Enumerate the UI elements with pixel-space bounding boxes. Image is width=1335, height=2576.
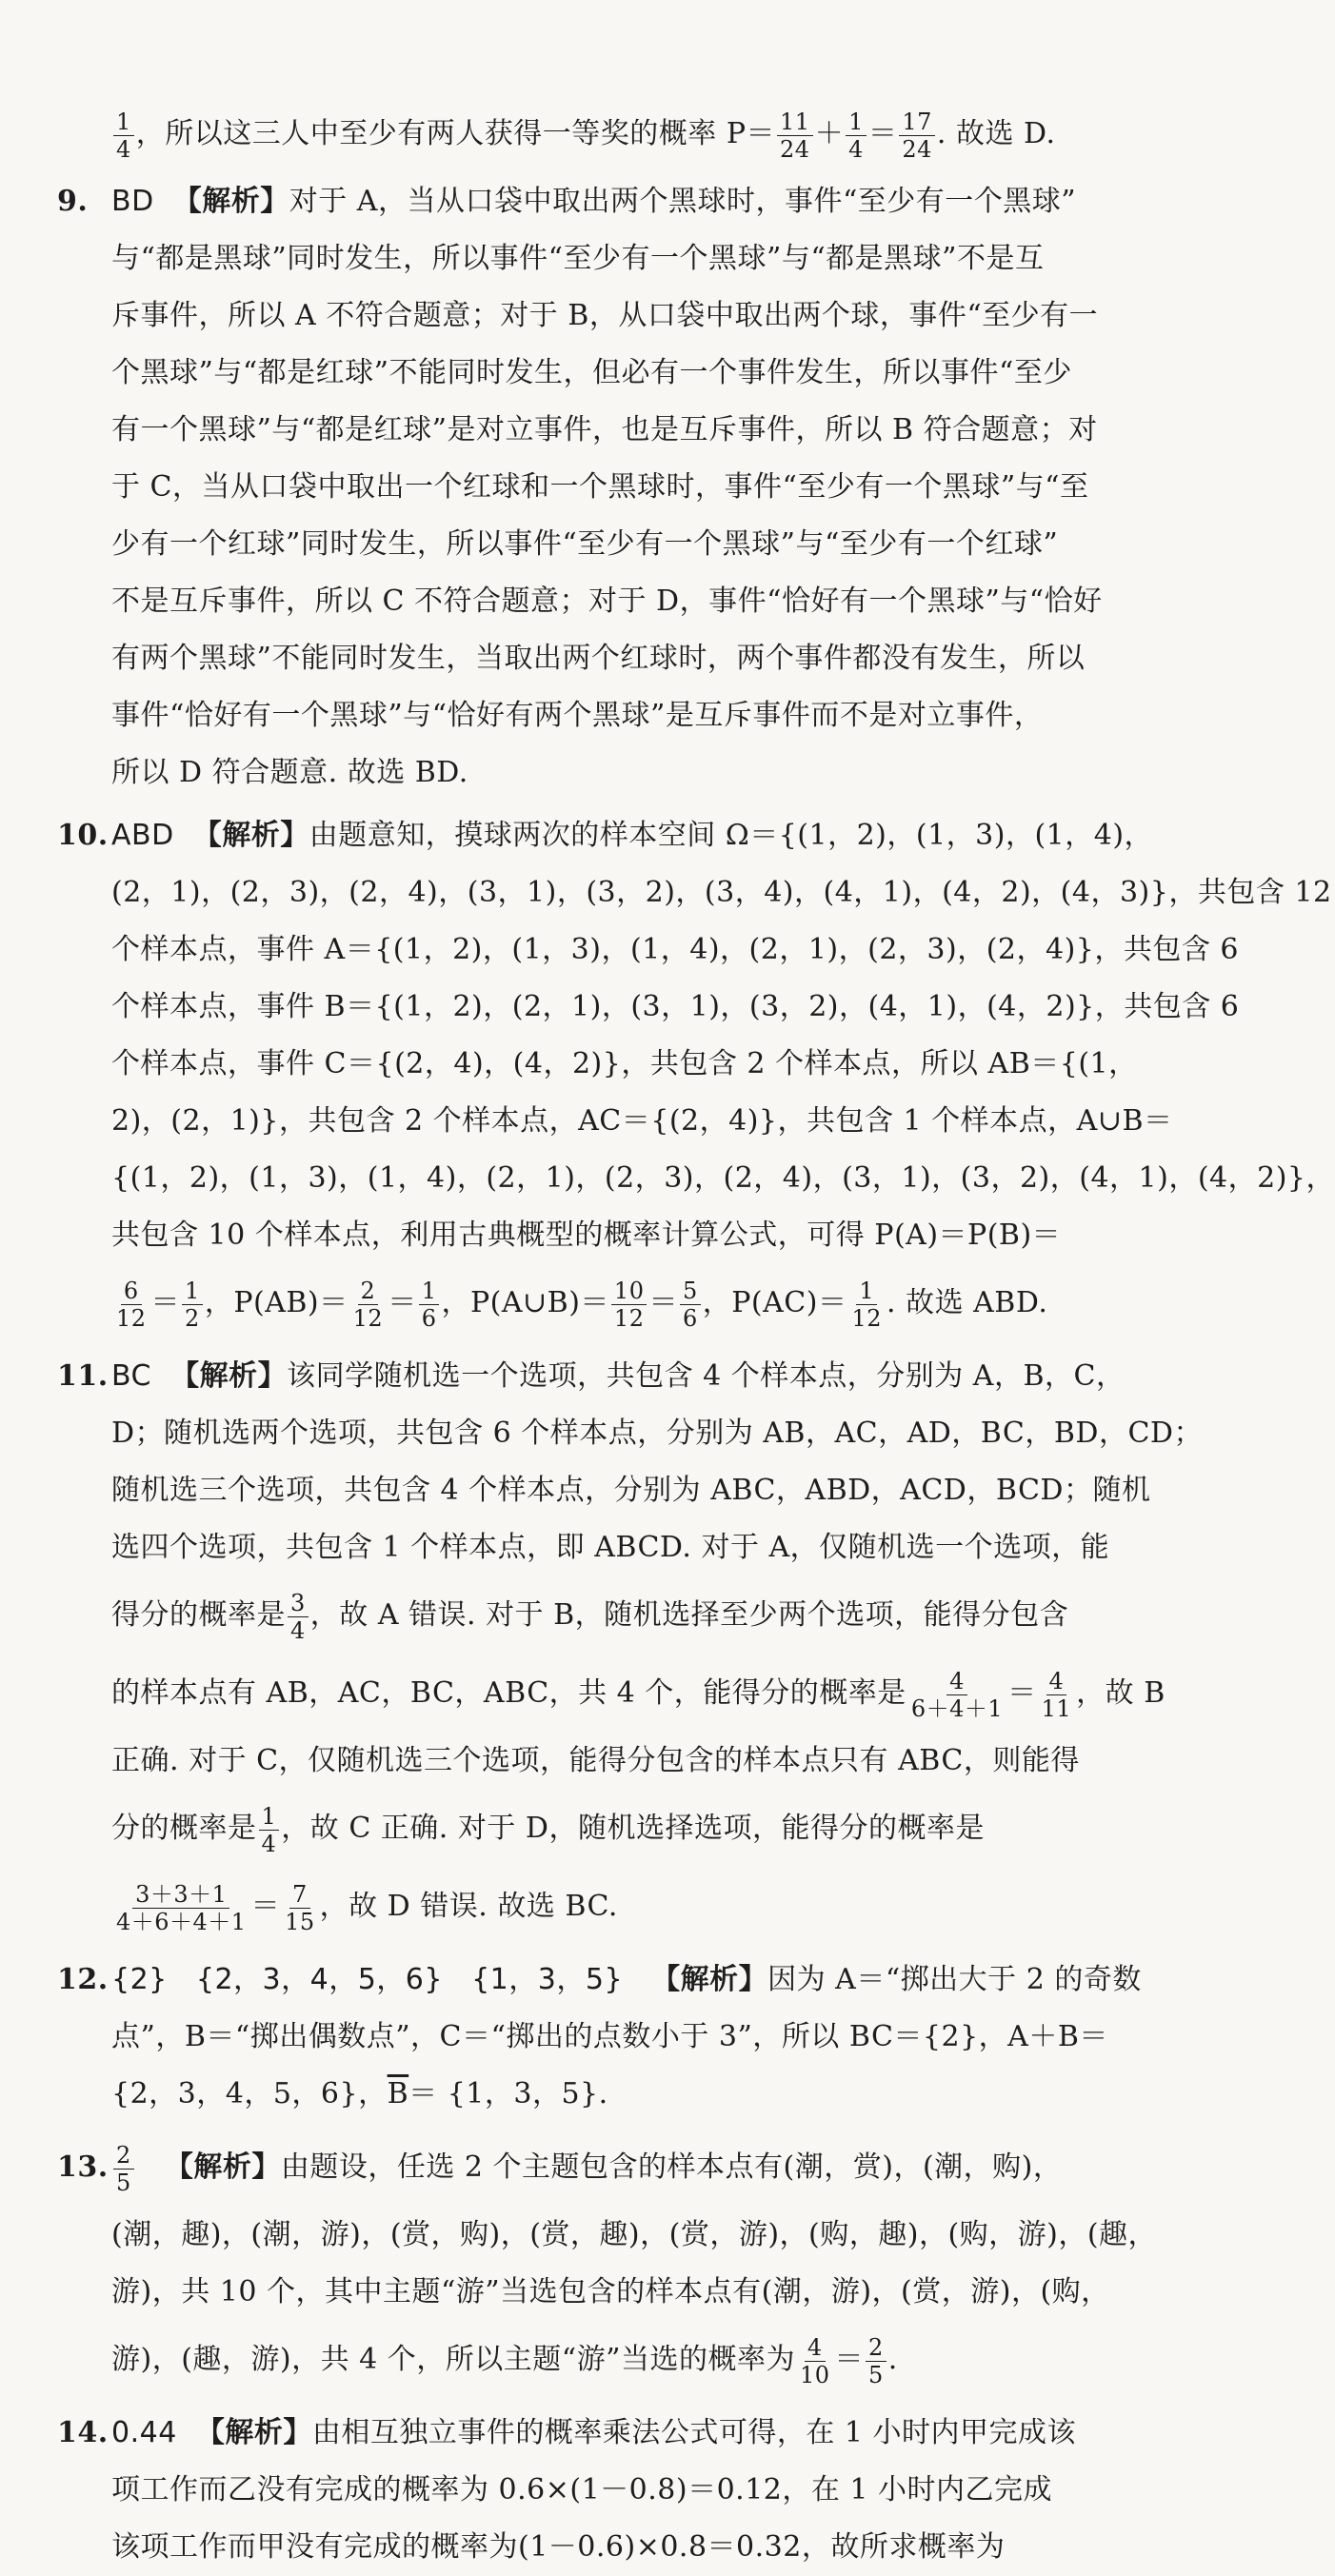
fraction: $\frac{10}{12}$ (611, 1278, 648, 1332)
text-line: (2，1)，(2，3)，(2，4)，(3，1)，(3，2)，(3，4)，(4，1)，(4，2)，(4，3)}，共包含 12 (111, 876, 1332, 909)
answer: 0.44 (111, 2416, 177, 2449)
fraction: $\frac{6}{12}$ (116, 1277, 147, 1332)
answer-fraction: $\frac{2}{5}$ (113, 2142, 134, 2196)
text-line: 项工作而乙没有完成的概率为 0.6×(1－0.8)＝0.12，在 1 小时内乙完成 (111, 2473, 1053, 2507)
answer: {2} (111, 1963, 168, 1996)
fraction: $\frac{11}{24}$ (777, 109, 813, 163)
text-line: {(1，2)，(1，3)，(1，4)，(2，1)，(2，3)，(2，4)，(3，1)，(3，2)，(4，1)，(4，2)}， (111, 1161, 1335, 1195)
formula-line: 得分的概率是 $\frac{3}{4}$ ，故 A 错误. 对于 B，随机选择至少两个选项，能得分包含 (111, 1589, 1069, 1644)
analysis-label: 【解析】 (651, 1963, 768, 1996)
formula-line: 的样本点有 AB，AC，BC，ABC，共 4 个，能得分的概率是 $\frac{4}{6+4+1}$ ＝ $\frac{4}{11}$ ，故 B (111, 1667, 1166, 1722)
formula-line: 游)，(趣，游)，共 4 个，所以主题“游”当选的概率为 $\frac{4}{10}$ ＝ $\frac{2}{5}$ . (111, 2333, 898, 2388)
text-line: 于 C，当从口袋中取出一个红球和一个黑球时，事件“至少有一个黑球”与“至 (111, 470, 1089, 504)
text-line: (潮，趣)，(潮，游)，(赏，购)，(赏，趣)，(赏，游)，(购，趣)，(购，游)，(趣， (111, 2218, 1158, 2251)
fraction: $\frac{1}{2}$ (182, 1278, 203, 1332)
text-line: 共包含 10 个样本点，利用古典概型的概率计算公式，可得 P(A)＝P(B)＝ (111, 1219, 1062, 1252)
answer: BC (111, 1359, 152, 1393)
fraction: $\frac{1}{4}$ (846, 109, 867, 163)
text-line: 2)，(2，1)}，共包含 2 个样本点，AC＝{(2，4)}，共包含 1 个样本点，A∪B＝ (111, 1104, 1173, 1138)
problem-number: 12. (57, 1963, 109, 1996)
fraction: $\frac{17}{24}$ (899, 109, 935, 163)
text-line: 点”，B＝“掷出偶数点”，C＝“掷出的点数小于 3”，所以 BC＝{2}，A＋B＝ (111, 2020, 1108, 2053)
text-line: 所以 D 符合题意. 故选 BD. (111, 756, 468, 789)
problem-number: 14. (57, 2416, 109, 2449)
fraction: $\frac{1}{4}$ (259, 1803, 280, 1857)
text-line: 个样本点，事件 A＝{(1，2)，(1，3)，(1，4)，(2，1)，(2，3)，(2，4)}，共包含 6 (111, 933, 1239, 966)
problem-8-continuation: $\frac{1}{4}$ ，所以这三人中至少有两人获得一等奖的概率 P＝ $\frac{11}{24}$ ＋ $\frac{1}{4}$ ＝ $\frac{17}{24}$ . 故选 D. (57, 95, 997, 173)
analysis-label: 【解析】 (170, 1359, 288, 1393)
fraction: $\frac{5}{6}$ (680, 1278, 701, 1332)
answer: ABD (111, 819, 174, 852)
fraction: $\frac{1}{12}$ (851, 1277, 883, 1332)
analysis-label: 【解析】 (192, 819, 309, 852)
text-line: 与“都是黑球”同时发生，所以事件“至少有一个黑球”与“都是黑球”不是互 (111, 242, 1045, 275)
fraction: $\frac{2}{5}$ (866, 2334, 887, 2388)
formula-line: $\frac{3+3+1}{4+6+4+1}$ ＝ $\frac{7}{15}$ ，故 D 错误. 故选 BC. (57, 1868, 997, 1946)
fraction: $\frac{2}{12}$ (352, 1277, 384, 1332)
text-line: 随机选三个选项，共包含 4 个样本点，分别为 ABC，ABD，ACD，BCD；随机 (111, 1474, 1151, 1507)
problem-number: 10. (57, 819, 109, 852)
text-line: 个样本点，事件 C＝{(2，4)，(4，2)}，共包含 2 个样本点，所以 AB＝{(1， (111, 1047, 1138, 1080)
text-line: 游)，共 10 个，其中主题“游”当选包含的样本点有(潮，游)，(赏，游)，(购， (111, 2275, 1110, 2308)
answer: {1，3，5} (471, 1963, 624, 1996)
fraction: $\frac{4}{6+4+1}$ (910, 1667, 1004, 1722)
text-line: 斥事件，所以 A 不符合题意；对于 B，从口袋中取出两个球，事件“至少有一 (111, 299, 1099, 332)
analysis-label: 【解析】 (172, 185, 289, 218)
text-line: 有两个黑球”不能同时发生，当取出两个红球时，两个事件都没有发生，所以 (111, 642, 1086, 675)
fraction: $\frac{1}{4}$ (113, 109, 134, 163)
text-line: 个样本点，事件 B＝{(1，2)，(2，1)，(3，1)，(3，2)，(4，1)，(4，2)}，共包含 6 (111, 990, 1240, 1023)
text-line: 有一个黑球”与“都是红球”是对立事件，也是互斥事件，所以 B 符合题意；对 (111, 413, 1098, 446)
answer: {2，3，4，5，6} (195, 1963, 443, 1996)
problem-number: 11. (57, 1359, 109, 1393)
formula-line: $\frac{6}{12}$ ＝ $\frac{1}{2}$ ，P(AB)＝ $\frac{2}{12}$ ＝ $\frac{1}{6}$ ，P(A∪B)＝ $\frac{10}{12}$ ＝ $\frac{5}{6}$ ，P(AC)＝ $\frac{1}{12}$ . 故选 ABD. (57, 1264, 997, 1342)
fraction: $\frac{3}{4}$ (288, 1590, 309, 1644)
text-line: 选四个选项，共包含 1 个样本点，即 ABCD. 对于 A，仅随机选一个选项，能 (111, 1531, 1110, 1564)
analysis-label: 【解析】 (195, 2416, 312, 2449)
problem-number: 13. (57, 2150, 109, 2184)
fraction: $\frac{1}{6}$ (419, 1278, 440, 1332)
problem-14: 14. 0.44 【解析】由相互独立事件的概率乘法公式可得，在 1 小时内甲完成该 项工作而乙没有完成的概率为 0.6×(1－0.8)＝0.12，在 1 小时内乙完成 该项工作而甲没有完成的概率为(1－0.6)×0.8＝0.32，故所求概率为 (57, 2405, 997, 2576)
text-line: D；随机选两个选项，共包含 6 个样本点，分别为 AB，AC，AD，BC，BD，CD； (111, 1417, 1203, 1450)
problem-9: 9. BD 【解析】对于 A，当从口袋中取出两个黑球时，事件“至少有一个黑球” 与“都是黑球”同时发生，所以事件“至少有一个黑球”与“都是黑球”不是互 斥事件，所以 A 不符合题意；对于 B，从口袋中取出两个球，事件“至少有一 个黑球”与“都是红球”不能同时发生，但必有一个事件发生，所以事件“至少 有一个黑球”与“都是红球”是对立事件，也是互斥事件，所以 B 符合题意；对 于 C，当从口袋中取出一个红球和一个黑球时，事件“至少有一个黑球”与“至 少有一个红球”同时发生，所以事件“至少有一个黑球”与“至少有一个红球” 不是互斥事件，所以 C 不符合题意；对于 D，事件“恰好有一个黑球”与“恰好 有两个黑球”不能同时发生，当取出两个红球时，两个事件都没有发生，所以 事件“恰好有一个黑球”与“恰好有两个黑球”是互斥事件而不是对立事件， 所以 D 符合题意. 故选 BD. (57, 173, 997, 802)
fraction: $\frac{7}{15}$ (285, 1880, 315, 1935)
answer: BD (111, 185, 154, 218)
problem-number: 9. (57, 185, 89, 218)
analysis-label: 【解析】 (164, 2150, 281, 2184)
text-line: 少有一个红球”同时发生，所以事件“至少有一个黑球”与“至少有一个红球” (111, 527, 1059, 561)
problem-12: 12. {2} {2，3，4，5，6} {1，3，5} 【解析】因为 A＝“掷出大于 2 的奇数 点”，B＝“掷出偶数点”，C＝“掷出的点数小于 3”，所以 BC＝{2}，A＋B＝ {2，3，4，5，6}，$\overline{B}= \{1$，3，5}. (57, 1952, 997, 2123)
text-line: 事件“恰好有一个黑球”与“恰好有两个黑球”是互斥事件而不是对立事件， (111, 699, 1044, 732)
text-line: {2，3，4，5，6}，$\overline{B}= \{1$，3，5}. (111, 2077, 608, 2110)
text-line: 个黑球”与“都是红球”不能同时发生，但必有一个事件发生，所以事件“至少 (111, 356, 1072, 389)
fraction: $\frac{4}{11}$ (1041, 1667, 1072, 1722)
fraction: $\frac{3+3+1}{4+6+4+1}$ (116, 1880, 247, 1935)
text-line: 正确. 对于 C，仅随机选三个选项，能得分包含的样本点只有 ABC，则能得 (111, 1744, 1080, 1777)
problem-11: 11. BC 【解析】该同学随机选一个选项，共包含 4 个样本点，分别为 A，B，C， D；随机选两个选项，共包含 6 个样本点，分别为 AB，AC，AD，BC，BD，CD； 随机选三个选项，共包含 4 个样本点，分别为 ABC，ABD，ACD，BCD；随机 选四个选项，共包含 1 个样本点，即 ABCD. 对于 A，仅随机选一个选项，能 得分的概率是 $\frac{3}{4}$ ，故 A 错误. 对于 B，随机选择至少两个选项，能得分包含 的样本点有 AB，AC，BC，ABC，共 4 个，能得分的概率是 $\frac{4}{6+4+1}$ ＝ $\frac{4}{11}$ ，故 B 正确. 对于 C，仅随机选三个选项，能得分包含的样本点只有 ABC，则能得 分的概率是 $\frac{1}{4}$ ，故 C 正确. 对于 D，随机选择选项，能得分的概率是 $\frac{3+3+1}{4+6+4+1}$ ＝ $\frac{7}{15}$ ，故 D 错误. 故选 BC. (57, 1348, 997, 1946)
formula-line: 分的概率是 $\frac{1}{4}$ ，故 C 正确. 对于 D，随机选择选项，能得分的概率是 (111, 1802, 985, 1857)
problem-13: 13. $\frac{2}{5}$ 【解析】由题设，任选 2 个主题包含的样本点有(潮，赏)，(潮，购)， (潮，趣)，(潮，游)，(赏，购)，(赏，趣)，(赏，游)，(购，趣)，(购，游)，(趣， 游)，共 10 个，其中主题“游”当选包含的样本点有(潮，游)，(赏，游)，(购， 游)，(趣，游)，共 4 个，所以主题“游”当选的概率为 $\frac{4}{10}$ ＝ $\frac{2}{5}$ . (57, 2129, 997, 2399)
text-line: 该项工作而甲没有完成的概率为(1－0.6)×0.8＝0.32，故所求概率为 (111, 2530, 1006, 2564)
problem-10: 10. ABD 【解析】由题意知，摸球两次的样本空间 Ω＝{(1，2)，(1，3)，(1，4)， (2，1)，(2，3)，(2，4)，(3，1)，(3，2)，(3，4)，(4，1)，(4，2)，(4，3)}，共包含 12 个样本点，事件 A＝{(1，2)，(1，3)，(1，4)，(2，1)，(2，3)，(2，4)}，共包含 6 个样本点，事件 B＝{(1，2)，(2，1)，(3，1)，(3，2)，(4，1)，(4，2)}，共包含 6 个样本点，事件 C＝{(2，4)，(4，2)}，共包含 2 个样本点，所以 AB＝{(1， 2)，(2，1)}，共包含 2 个样本点，AC＝{(2，4)}，共包含 1 个样本点，A∪B＝ {(1，2)，(1，3)，(1，4)，(2，1)，(2，3)，(2，4)，(3，1)，(3，2)，(4，1)，(4，2)}， 共包含 10 个样本点，利用古典概型的概率计算公式，可得 P(A)＝P(B)＝ $\frac{6}{12}$ ＝ $\frac{1}{2}$ ，P(AB)＝ $\frac{2}{12}$ ＝ $\frac{1}{6}$ ，P(A∪B)＝ $\frac{10}{12}$ ＝ $\frac{5}{6}$ ，P(AC)＝ $\frac{1}{12}$ . 故选 ABD. (57, 807, 997, 1342)
fraction: $\frac{4}{10}$ (799, 2333, 830, 2388)
text-line: 不是互斥事件，所以 C 不符合题意；对于 D，事件“恰好有一个黑球”与“恰好 (111, 585, 1103, 618)
